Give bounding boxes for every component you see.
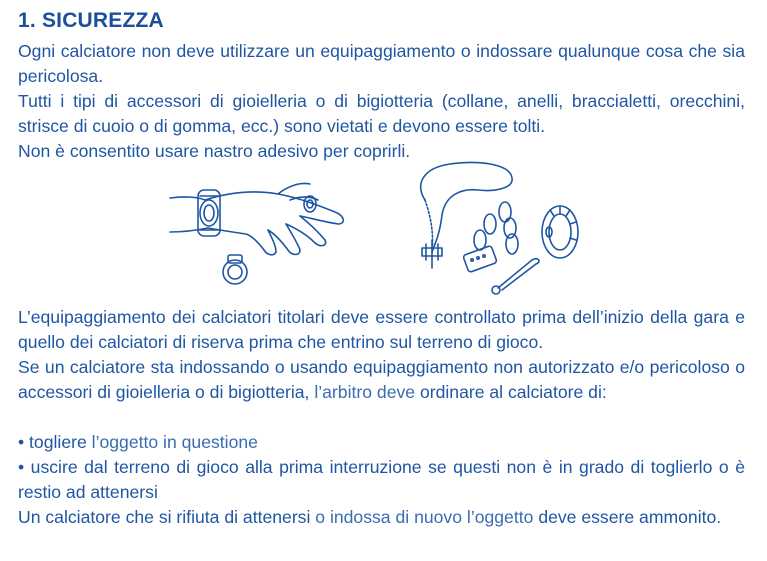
hand-with-watch-drawing (170, 183, 343, 284)
bullet-remove-item-verb: • togliere (18, 432, 87, 452)
paragraph-tape-rule: Non è consentito usare nastro adesivo per coprirli. (18, 141, 411, 161)
jewellery-illustration (160, 160, 610, 310)
paragraph-unauthorized-part1: Se un calciatore sta indossando o usando equipaggiamento non autorizzato e/o pericoloso o accessori di gioielleria o di bigiotteria, (18, 357, 745, 402)
bullet-remove-item-object: l’oggetto in questione (91, 432, 258, 452)
bullet-leave-field: • uscire dal terreno di gioco alla prima interruzione se questi non è in grado di toglierlo o è restio ad attenersi (18, 457, 745, 502)
bangle-drawing (542, 206, 578, 258)
paragraph-unauthorized-referee: l’arbitro deve (314, 382, 416, 402)
paragraph-caution-part2: o indossa di nuovo l’oggetto (315, 507, 534, 527)
paragraph-equipment-check: L’equipaggiamento dei calciatori titolari deve essere controllato prima dell’inizio della gara e quello dei calciatori di riserva prima che entrino sul terreno di gioco. (18, 307, 745, 352)
page-title: 1. SICUREZZA (18, 9, 164, 32)
paragraph-caution-part1: Un calciatore che si rifiuta di attenersi (18, 507, 311, 527)
chain-bracelet-drawing (463, 202, 518, 273)
paragraph-equipment-rule: Ogni calciatore non deve utilizzare un equipaggiamento o indossare qualunque cosa che sia pericolosa. (18, 41, 745, 86)
bullet-remove-item (18, 430, 745, 455)
paragraph-caution-part3: deve essere ammonito. (538, 507, 722, 527)
necklace-drawing (421, 163, 512, 268)
paragraph-jewellery-rule: Tutti i tipi di accessori di gioielleria o di bigiotteria (collane, anelli, braccialetti, orecchini, strisce di cuoio o di gomma, ecc.) sono vietati e devono essere tolti. (18, 91, 745, 136)
paragraph-unauthorized-equipment (18, 355, 745, 405)
paragraph-unauthorized-part3: ordinare al calciatore di: (419, 382, 607, 402)
safety-pin-drawing (492, 259, 539, 294)
paragraph-caution (18, 505, 745, 530)
